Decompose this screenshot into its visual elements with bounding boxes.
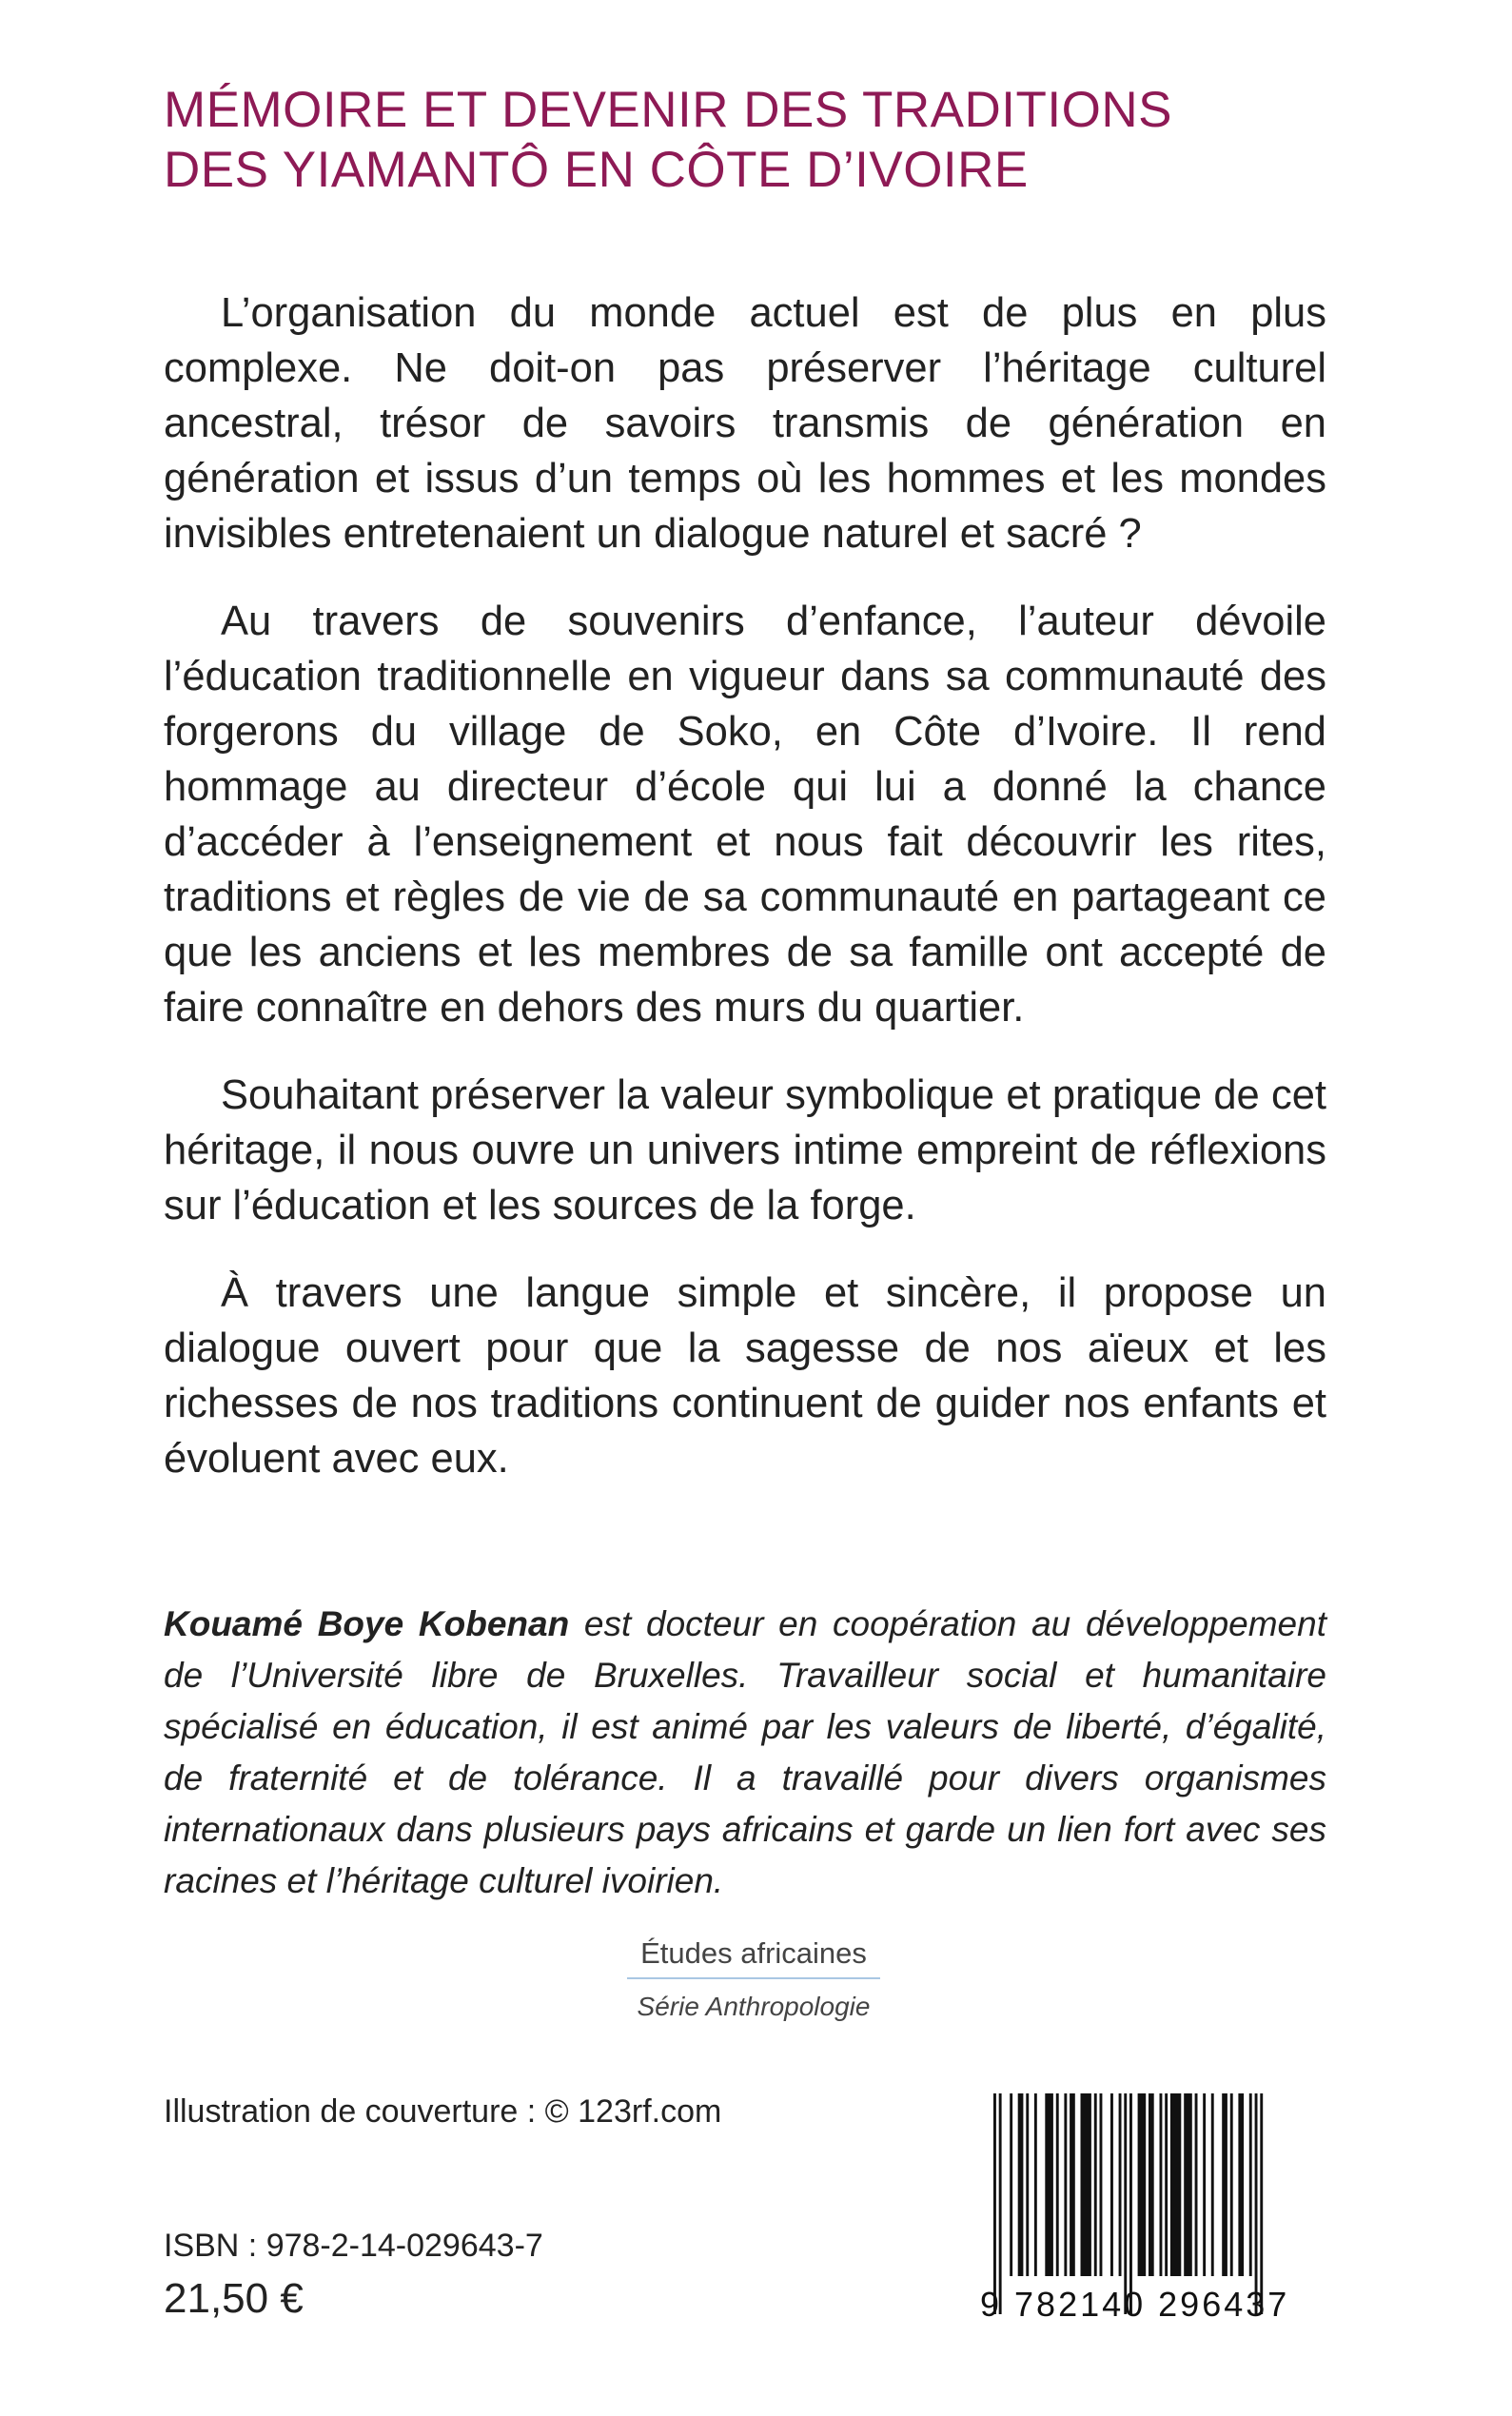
barcode-bar (1026, 2093, 1029, 2276)
series-block (544, 1934, 963, 2027)
barcode-bar (1081, 2093, 1091, 2276)
cover-credit: Illustration de couverture : © 123rf.com (164, 2093, 722, 2130)
blurb-paragraph-2: Au travers de souvenirs d’enfance, l’auteur dévoile l’éducation traditionnelle en vigueur dans sa communauté des forgerons du village de Soko, en Côte d’Ivoire. Il rend hommage au directeur d’école qui lui a donné la chance d’accéder à l’enseignement et nous fait découvrir les rites, traditions et règles de vie de sa communauté en partageant ce que les anciens et les membres de sa famille ont accepté de faire connaître en dehors des murs du quartier. (164, 599, 1326, 1031)
title-line-2: DES YIAMANTÔ EN CÔTE D’IVOIRE (164, 142, 1029, 198)
barcode-bar (1119, 2093, 1122, 2276)
barcode-bar (1034, 2093, 1037, 2276)
barcode-bar (1070, 2093, 1075, 2276)
title-line-1: MÉMOIRE ET DEVENIR DES TRADITIONS (164, 82, 1172, 138)
barcode-bar (1195, 2093, 1198, 2276)
price: 21,50 € (164, 2275, 304, 2322)
barcode-bar (1238, 2093, 1244, 2276)
barcode-bar (1170, 2093, 1181, 2276)
barcode-bar (1094, 2093, 1097, 2276)
barcode-digits: 9 782140 296437 (980, 2285, 1290, 2324)
barcode-bar (1249, 2093, 1252, 2276)
blurb-paragraph-4: À travers une langue simple et sincère, il propose un dialogue ouvert pour que la sagesse de nos aïeux et les richesses de nos traditions continuent de guider nos enfants et évoluent avec eux. (164, 1270, 1326, 1482)
barcode-bar (1184, 2093, 1192, 2276)
barcode-bar (1045, 2093, 1053, 2276)
barcode-bar (1149, 2093, 1154, 2276)
barcode-bar (1211, 2093, 1214, 2276)
barcode-bar (1064, 2093, 1067, 2276)
barcode-bar (1010, 2093, 1012, 2276)
author-name: Kouamé Boye Kobenan (164, 1604, 570, 1643)
author-bio-text: est docteur en coopération au développement de l’Université libre de Bruxelles. Travailleur social et humanitaire spécialisé en éducation, il est animé par les valeurs de liberté, d’égalité, de fraternité et de tolérance. Il a travaillé pour divers organismes internationaux dans plusieurs pays africains et garde un lien fort avec ses racines et l’héritage culturel ivoirien. (164, 1604, 1326, 1900)
barcode-bar (1138, 2093, 1147, 2276)
author-bio (164, 1599, 1326, 1907)
barcode-bar (1203, 2093, 1206, 2276)
series-subseries: Série Anthropologie (637, 1992, 871, 2021)
barcode-bar (1165, 2093, 1168, 2276)
blurb-paragraph-1: L’organisation du monde actuel est de plus en plus complexe. Ne doit-on pas préserver l’héritage culturel ancestral, trésor de savoirs transmis de génération en génération et issus d’un temps où les hommes et les mondes invisibles entretenaient un dialogue naturel et sacré ? (164, 290, 1326, 557)
barcode-bar (1160, 2093, 1163, 2276)
series-name: Études africaines (627, 1934, 880, 1979)
barcode-bar (1018, 2093, 1024, 2276)
barcode-bar (1100, 2093, 1103, 2276)
barcode-bar (1110, 2093, 1113, 2276)
barcode-bar (1056, 2093, 1059, 2276)
barcode-bar (1230, 2093, 1233, 2276)
blurb (164, 285, 1326, 1519)
book-title (164, 80, 1363, 200)
barcode-bar (1222, 2093, 1227, 2276)
isbn: ISBN : 978-2-14-029643-7 (164, 2228, 543, 2264)
blurb-paragraph-3: Souhaitant préserver la valeur symbolique et pratique de cet héritage, il nous ouvre un univers intime empreint de réflexions sur l’éducation et les sources de la forge. (164, 1072, 1326, 1228)
